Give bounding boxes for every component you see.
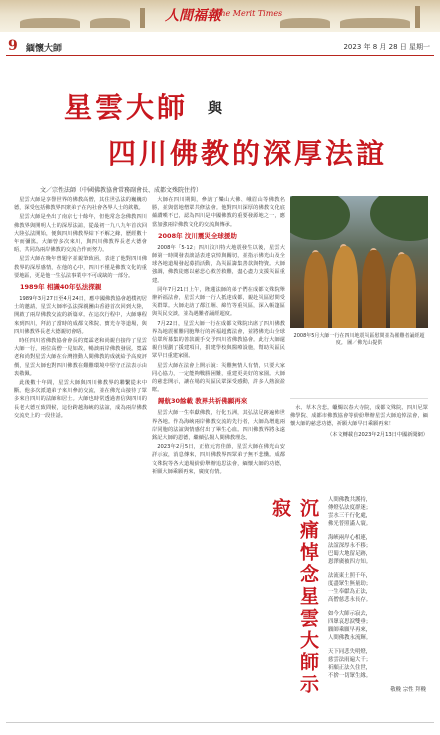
section-subhead: 2008年 汶川震災全球援助 xyxy=(158,231,237,240)
issue-date: 2023 年 8 月 28 日 星期一 xyxy=(343,43,430,51)
article-column-1 xyxy=(14,196,147,421)
masthead xyxy=(0,0,440,54)
paragraph: 此後數十年間，星雲大師與四川佛教界的聯繫從未中斷。他多次派遣弟子來川參訪交流，並在佛光山接待了眾多來自四川的法師和居士。大師也時常透過書信與四川的長老大德互致問候，這份跨越海峽的法誼，成為兩岸佛教交流史上的一段佳話。 xyxy=(14,380,147,419)
paragraph: 時任四川省佛教協會會長的寬霖老和尚親自接待了星雲大師一行，兩位高僧一見如故，暢談兩岸佛教發展。寬霖老和尚對星雲大師在台灣推動人間佛教的成就給予高度評價，星雲大師也對四川佛教在艱難環境中堅守正法表示由衷敬佩。 xyxy=(14,338,147,377)
photo-caption: 2008年5月大師一行在四川地震災區慰問並為罹難者誦經超度。 圖／佛光山提供 xyxy=(293,333,425,346)
verse-line: 祈願正法久住世， xyxy=(328,665,372,671)
verse-line: 人間佛教共護持， xyxy=(328,497,372,503)
verse-line: 度盡眾生無量劫； xyxy=(328,581,372,587)
verse-line: 法誼深厚永不移； xyxy=(328,543,372,549)
paragraph: 7月22日，星雲大師一行在成都文殊院出席了四川佛教界為地震罹難同胞舉行的祈福超薦法會，並將佛光山全球信眾所募集的善款親手交予四川省佛教協會。此行大師還親自規劃了援建項目，捐建學校與醫療設施，幫助災區民眾早日重建家園。 xyxy=(152,320,285,360)
article-column-3 xyxy=(290,404,428,440)
verse-line: 法流東土照千年， xyxy=(328,573,372,579)
memorial-verse xyxy=(328,496,426,694)
verse-stanza xyxy=(328,648,426,680)
paragraph: 同年7月21日上午，隆蓮法師的弟子們在成都文殊院舉辦祈福法會，星雲大師一行人抵達成都，親赴災區慰問受災群眾。大師走訪了都江堰、綿竹等重災區，深入帳篷區與災民交談，並為遇難者誦經超度。 xyxy=(152,286,285,318)
verse-line: 傳燈弘法度群迷； xyxy=(328,505,372,511)
memorial-title: 沉痛悼念星雲大師示寂 xyxy=(269,498,319,696)
paragraph: 星雲大師在晚年曾題字並親筆致函，表達了他對四川佛教界的深厚感情，在他的心中，四川不僅是佛教文化的重要地區，更是他一生弘法事業中不可或缺的一部分。 xyxy=(14,256,147,279)
paragraph: 星雲大師是坐出了南京七十餘年，但他常念念佛教四川佛教界與開明人士的深厚法誼，從最初一九八九年首次回大陸弘法開始，便與四川佛教界結下不解之緣，歷經數十年而彌篤。大師曾多次來川，與四川佛教界長老大德會晤，共同為兩岸佛教的交流合作而努力。 xyxy=(14,214,147,254)
verse-line: 佛光普照滿人寰。 xyxy=(328,521,372,527)
verse-author: 敬輓 宗性 拜輓 xyxy=(390,687,426,693)
section-title: 緬懷大師 xyxy=(26,44,63,54)
verse-line: 巴蜀大地留足跡， xyxy=(328,551,372,557)
header-divider xyxy=(6,55,434,56)
memorial-verse-box xyxy=(269,494,426,710)
verse-line: 四眾哀思淚雙垂； xyxy=(328,619,372,625)
paragraph: 大師在四川期間，參訪了樂山大佛、峨眉山等佛教名勝，並與當地僧眾共修法會。他對四川深厚的佛教文化底蘊讚嘆不已，認為四川是中國佛教的重要發源地之一，應當加強兩岸佛教文化的交流與傳承。 xyxy=(152,197,285,228)
verse-line: 慈雲法雨遍大千； xyxy=(328,657,372,663)
verse-line: 如今大師示寂去， xyxy=(328,611,372,617)
headline-connector: 與 xyxy=(208,101,222,117)
verse-stanza xyxy=(328,534,426,566)
newspaper-logo[interactable]: 人間福報 xyxy=(165,8,221,24)
verse-line: 雲水三千行化處， xyxy=(328,513,372,519)
paragraph: 星雲大師是享譽世界的佛教高僧，其住世弘法的巍巍功德，深受包括佛教界四衆弟子在內社會各界人士的欽敬。 xyxy=(14,197,147,212)
footer-divider xyxy=(6,722,434,723)
byline: 文／宗性法師（中國佛教協會常務副會長、成都文殊院住持） xyxy=(40,187,203,194)
verse-line: 恩澤廣被四方知。 xyxy=(328,559,372,565)
paragraph: 星雲大師在法會上開示說：災難無情人有情，只要大家同心協力，一定能夠戰勝困難，重建更美好的家園。大師的慈悲開示，讓在場的災區民眾深受感動，許多人熱淚盈眶。 xyxy=(152,362,285,394)
section-subhead: 1989年 相識40年弘法探親 xyxy=(20,283,102,292)
verse-line: 人間佛教永流輝。 xyxy=(328,635,372,641)
verse-line: 願師乘願早再來， xyxy=(328,627,372,633)
verse-line: 海峽兩岸心相連， xyxy=(328,535,372,541)
section-subhead: 歸航30餘載 教界共祈佛願再來 xyxy=(158,397,248,406)
verse-line: 高僧慈悲永長存。 xyxy=(328,597,372,603)
source-note: （本文轉載自2023年2月13日中國新聞網） xyxy=(327,431,428,438)
paragraph: 水、草木含悲。蠟燭以春大寺院，成都文殊院、四川尼眾佛學院、成都市佛教協會等紛紛舉辦星雲大師追悼法會，緬懷大師的慈悲功德，祈願大師早日乘願再來！ xyxy=(290,405,428,428)
divider xyxy=(290,398,428,399)
paragraph: 2023年2月5日，正值元宵佳節，星雲大師在佛光山安詳示寂，消息傳來，四川佛教界四眾弟子無不悲慟。成都文殊院等各大道場紛紛舉辦追思法會，緬懷大師的功德，祈願大師乘願再來，廣度有情。 xyxy=(152,444,285,475)
page-number: 9 xyxy=(8,38,18,54)
verse-line: 不捨一切眾生緣。 xyxy=(328,673,372,679)
newspaper-logo-en: The Merit Times xyxy=(215,9,283,18)
headline-line-2: 四川佛教的深厚法誼 xyxy=(108,137,388,170)
headline-line-1: 星雲大師 xyxy=(64,91,189,124)
verse-stanza xyxy=(328,610,426,642)
article-photo[interactable] xyxy=(290,196,428,328)
verse-line: 天下同悲失明燈， xyxy=(328,649,372,655)
verse-stanza xyxy=(328,572,426,604)
paragraph: 星雲大師一生奉獻佛教，行化五洲，其弘法足跡遍佈世界各地。作為海峽兩岸佛教交流的先行者，大師為增進兩岸同胞的法誼與情感付出了畢生心血。四川佛教界將永遠銘記大師的恩德，繼續弘揚人間佛教理念。 xyxy=(152,410,285,442)
article-column-2 xyxy=(152,196,285,477)
article-headline xyxy=(30,58,430,176)
paragraph: 2008年「5·12」四川汶川特大地震發生以後，星雲大師第一時間發表談話表達哀悼與關切，並指示佛光山及全球各地道場發起募捐活動，為災區籌集善款與物資。大師強調，佛教徒應以慈悲心救苦救難，盡心盡力支援災區重建。 xyxy=(152,244,285,284)
verse-line: 一生奉獻為正法， xyxy=(328,589,372,595)
paragraph: 1989年3月27日至4月24日，應中國佛教協會趙樸初居士的邀請，星雲大師率弘法探親團由香港首次回到大陸，開啟了兩岸佛教交流的新篇章。在這次行程中，大師專程來到四川，拜訪了當時的成都文殊院、寶光寺等道場，與四川佛教界長老大德親切會晤。 xyxy=(14,296,147,335)
verse-stanza xyxy=(328,496,426,528)
